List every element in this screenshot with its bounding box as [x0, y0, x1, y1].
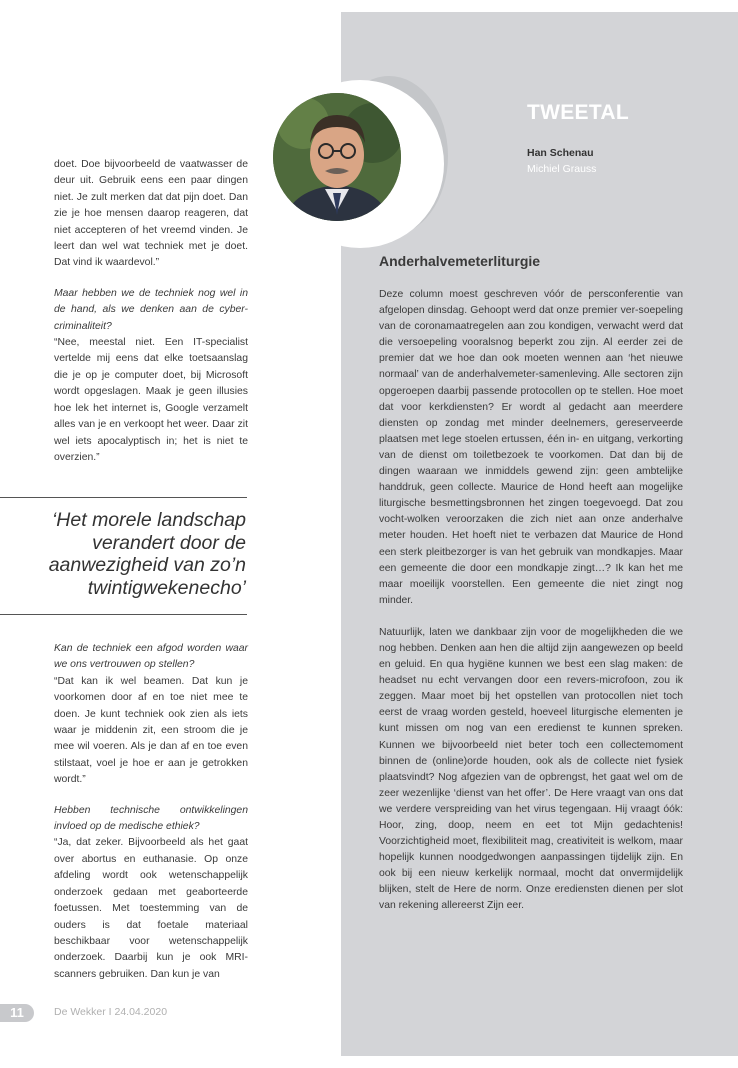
answer-paragraph-4: “Ja, dat zeker. Bijvoorbeeld als het gaat over abortus en euthanasie. Op onze afdeling wordt ook wetenschappelijk onderzoek gedaan met geaborteerde foetussen. Met toestemming van de ouders is dat foetale materiaal beschikbaar voor wetenschappelijk onderzoek. Daarbij kun je ook MRI-scanners gebruiken. Dan kun je van: [54, 837, 248, 980]
photographer-credit: Michiel Grauss: [527, 163, 597, 175]
answer-paragraph-2: “Nee, meestal niet. Een IT-specialist vertelde mij eens dat elke toetsaanslag die je op je computer doet, bij Microsoft wordt opgeslagen. Maak je geen illusies hoe lek het internet is, Google verzamelt alles van je en verkoopt het weer. Daar zit wel iets apocalyptisch in; het is niet te overzien.”: [54, 337, 248, 463]
question-paragraph-1: Maar hebben we de techniek nog wel in de hand, als we denken aan de cyber-criminaliteit?: [54, 287, 248, 332]
question-paragraph-2: Kan de techniek een afgod worden waar we ons vertrouwen op stellen?: [54, 643, 248, 671]
author-name: Han Schenau: [527, 147, 594, 159]
pull-quote-top-rule: [0, 497, 247, 498]
article-paragraph-2: Natuurlijk, laten we dankbaar zijn voor de mogelijkheden die we nog hebben. Denken aan hen die altijd zijn aangewezen op beeld en geluid. En qua hygiëne kunnen we best een slag maken: de headset nu echt vervangen door een revers-microfoon, zou ik zeggen. Maar moet bij het opstellen van protocollen niet toch eerst de vraag worden gesteld, hoeveel liturgische elementen je kunt missen om nog van een eredienst te kunnen spreken. Kunnen we bijvoorbeeld niet beter toch een collectemoment binnen de (online)orde houden, ook als de collecte niet fysiek plaatsvindt? Nog afgezien van de opbrengst, het gaat wel om de zeer wezenlijke ‘dienst van het offer’. De Here vraagt van ons dat we verdere verspreiding van het virus tegengaan. Hij vraagt óók: Hoor, zing, doop, neem en eet tot Mijn gedachtenis! Voorzichtigheid moet, flexibiliteit mag, creativiteit is welkom, maar hopelijk kunnen noodgedwongen aanpassingen tijdelijk zijn. En ook bij een nieuw kerkelijk normaal, mocht dat onvermijdelijk blijken, stelt de Here de norm. Onze erediensten dienen per slot van rekening allereerst Zijn eer.: [379, 626, 683, 912]
section-tag: TWEETAL: [527, 101, 630, 124]
interview-column-bottom: [54, 641, 248, 997]
article-body: [379, 287, 683, 931]
pull-quote: ‘Het morele landschap verandert door de aanwezigheid van zo’n twintigwekenecho’: [48, 509, 246, 599]
article-title: Anderhalvemeterliturgie: [379, 253, 541, 269]
author-portrait: [273, 93, 401, 221]
page-number-badge: 11: [0, 1004, 34, 1022]
answer-paragraph-1: doet. Doe bijvoorbeeld de vaatwasser de deur uit. Gebruik eens een paar dingen niet. Je zult merken dat dat pijn doet. Dan zie je hoe mensen daarop reageren, dat niet accepteren of het vreemd vinden. Je leert dan wel wat techniek met je doet. Dat vind ik waardevol.”: [54, 159, 248, 269]
pull-quote-bottom-rule: [0, 614, 247, 615]
article-paragraph-1: Deze column moest geschreven vóór de persconferentie van afgelopen dinsdag. Gehoopt werd dat onze premier ver-soepeling van de coronamaatregelen aan zou kondigen, verwacht werd dat die versoepeling vooralsnog beperkt zou zijn. Al eerder zei de premier dat we hoe dan ook moeten wennen aan ‘het nieuwe normaal’ van de anderhalvemeter-samenleving. Alle sectoren zijn opgeroepen daarbij passende protocollen op te stellen. Hoe moet dat voor kerkdiensten? Er wordt al gedacht aan meerdere diensten op zondag met minder deelnemers, gereserveerde plaatsen met lege stoelen ertussen, één in- en uitgang, verkorting van de dienst om toiletbezoek te voorkomen. Dat dan bij de dingen waaraan we inmiddels gewend zijn: geen ambtelijke handdruk, geen collecte. Maurice de Hond heeft aan mogelijke liturgische besmettingsbronnen het zingen toegevoegd. Dat zou vocht-wolken veroorzaken die zich niet aan onze anderhalve meter houden. Het hoeft niet te verbazen dat Maurice de Hond een sterk pleitbezorger is van het gebruik van mondkapjes. Maar een gemeente die door een mondkapje zingt…? Ik kan het me maar moeilijk voorstellen. Een gemeente die niet zingt nog minder.: [379, 289, 683, 606]
question-paragraph-3: Hebben technische ontwikkelingen invloed op de medische ethiek?: [54, 804, 248, 833]
answer-paragraph-3: “Dat kan ik wel beamen. Dat kun je voorkomen door af en toe niet mee te doen. Je kunt techniek ook zien als iets waar je middenin zit, een stroom die je mee wil voeren. Als je dan af en toe even stilstaat, voel je hoe er aan je getrokken wordt.”: [54, 675, 248, 786]
interview-column-top: [54, 157, 248, 480]
footer-publication: De Wekker I 24.04.2020: [54, 1006, 168, 1018]
